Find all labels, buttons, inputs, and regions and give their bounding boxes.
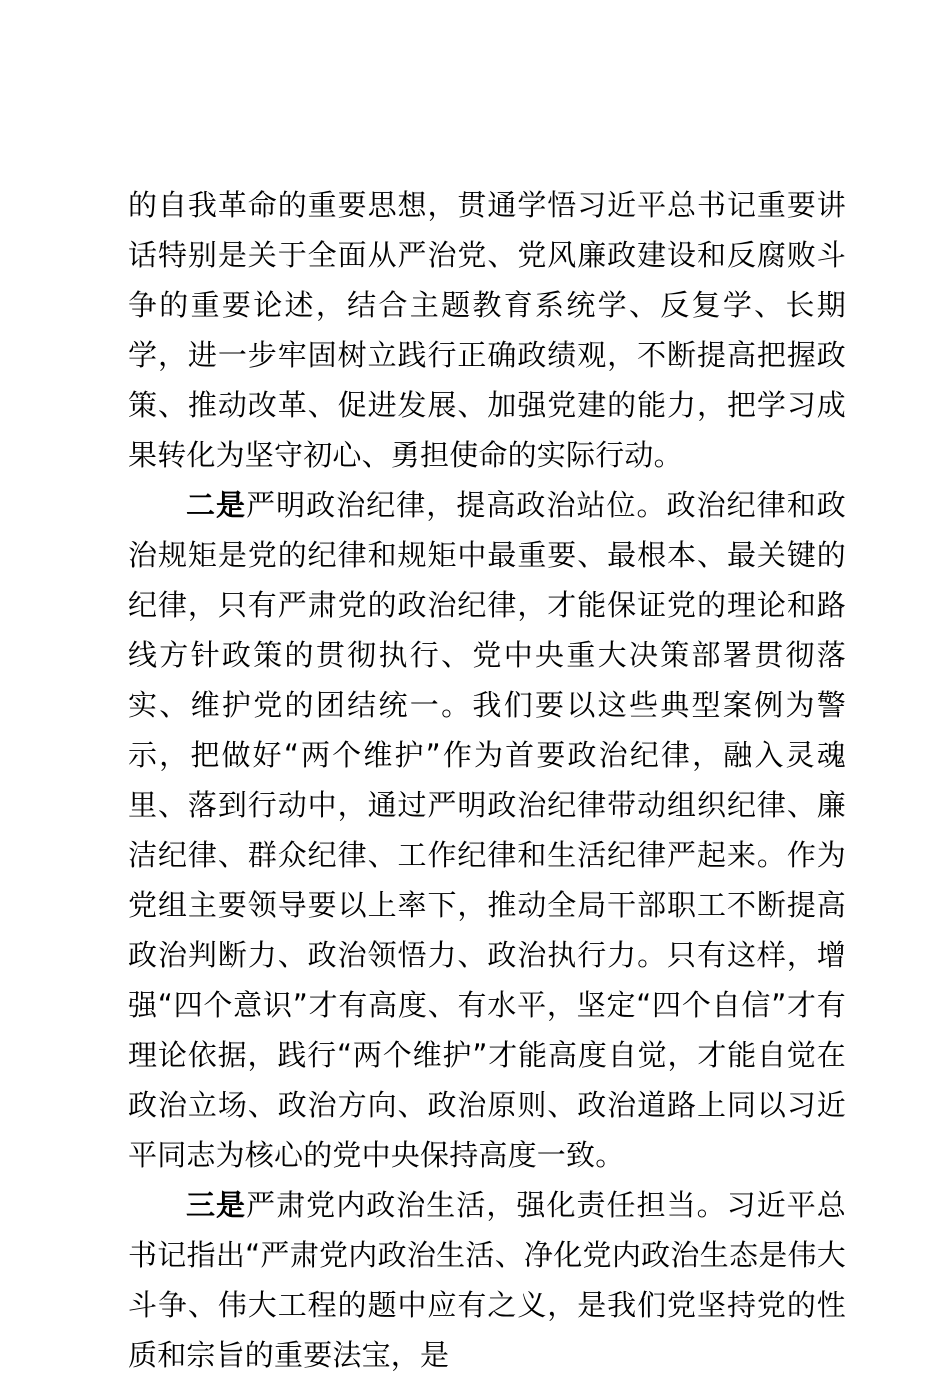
paragraph-lead: 二是 <box>186 488 247 522</box>
paragraph-lead: 三是 <box>186 1188 247 1222</box>
paragraph-text: 的自我革命的重要思想，贯通学悟习近平总书记重要讲话特别是关于全面从严治党、党风廉政建设和反腐败斗争的重要论述，结合主题教育系统学、反复学、长期学，进一步牢固树立践行正确政绩观，不断提高把握政策、推动改革、促进发展、加强党建的能力，把学习成果转化为坚守初心、勇担使命的实际行动。 <box>128 188 846 472</box>
paragraph-continuation <box>128 180 846 480</box>
paragraph-text: 严肃党内政治生活，强化责任担当。习近平总书记指出“严肃党内政治生活、净化党内政治生态是伟大斗争、伟大工程的题中应有之义，是我们党坚持党的性质和宗旨的重要法宝，是 <box>128 1188 846 1372</box>
paragraph-text: 严明政治纪律，提高政治站位。政治纪律和政治规矩是党的纪律和规矩中最重要、最根本、最关键的纪律，只有严肃党的政治纪律，才能保证党的理论和路线方针政策的贯彻执行、党中央重大决策部署贯彻落实、维护党的团结统一。我们要以这些典型案例为警示，把做好“两个维护”作为首要政治纪律，融入灵魂里、落到行动中，通过严明政治纪律带动组织纪律、廉洁纪律、群众纪律、工作纪律和生活纪律严起来。作为党组主要领导要以上率下，推动全局干部职工不断提高政治判断力、政治领悟力、政治执行力。只有这样，增强“四个意识”才有高度、有水平，坚定“四个自信”才有理论依据，践行“两个维护”才能高度自觉，才能自觉在政治立场、政治方向、政治原则、政治道路上同以习近平同志为核心的党中央保持高度一致。 <box>128 488 846 1172</box>
paragraph-political-life <box>128 1180 846 1380</box>
paragraph-political-discipline <box>128 480 846 1180</box>
document-body <box>128 180 846 1380</box>
